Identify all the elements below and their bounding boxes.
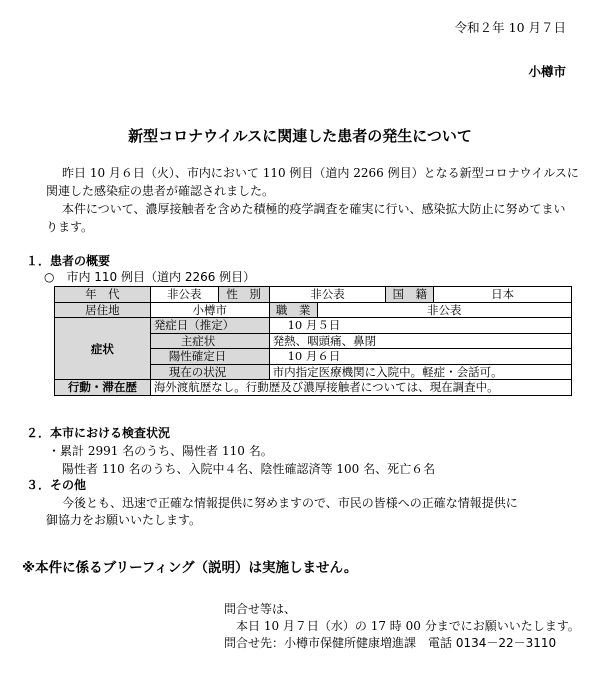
case-label: ○ 市内 110 例目（道内 2266 例目） xyxy=(44,270,256,284)
contact-intro: 問合せ等は、 xyxy=(224,602,297,616)
table-row xyxy=(55,287,572,303)
briefing-notice: ※本件に係るブリーフィング（説明）は実施しません。 xyxy=(22,560,358,576)
age-label: 年 代 xyxy=(55,287,151,303)
travel-label: 行動・滞在歴 xyxy=(55,380,151,396)
onset-value: 10 月５日 xyxy=(269,318,571,334)
main-symptom-label: 主症状 xyxy=(150,333,269,349)
issue-date: 令和２年 10 月７日 xyxy=(454,20,566,35)
onset-label: 発症日（推定） xyxy=(150,318,269,334)
section3-line-1: 今後とも、迅速で正確な情報提供に努めますので、市民の皆様への正確な情報提供に xyxy=(62,496,518,510)
residence-value: 小樽市 xyxy=(150,302,269,318)
age-value: 非公表 xyxy=(150,287,218,303)
travel-value: 海外渡航歴なし。行動歴及び濃厚接触者については、現在調査中。 xyxy=(150,380,571,396)
page-title: 新型コロナウイルスに関連した患者の発生について xyxy=(128,127,472,145)
intro-line-4: ります。 xyxy=(46,220,94,234)
contact-deadline: 本日 10 月７日（水）の 17 時 00 分までにお願いいたします。 xyxy=(236,619,580,633)
nationality-label: 国 籍 xyxy=(386,287,434,303)
intro-line-1: 昨日 10 月６日（火）、市内において 110 例目（道内 2266 例目）となる新型コロナウイルスに xyxy=(62,166,579,180)
contact-department: 問合せ先：小樽市保健所健康増進課 電話 0134－22－3110 xyxy=(224,636,557,650)
positive-date-label: 陽性確定日 xyxy=(150,349,269,365)
occupation-label: 職 業 xyxy=(269,302,317,318)
main-symptom-value: 発熱、咽頭痛、鼻閉 xyxy=(269,333,571,349)
status-value: 市内指定医療機関に入院中。軽症・会話可。 xyxy=(269,364,571,380)
table-row xyxy=(55,380,572,396)
section2-line-2: 陽性者 110 名のうち、入院中４名、陰性確認済等 100 名、死亡６名 xyxy=(62,462,436,476)
table-row xyxy=(55,318,572,334)
sex-value: 非公表 xyxy=(269,287,386,303)
patient-table xyxy=(54,286,572,396)
status-label: 現在の状況 xyxy=(150,364,269,380)
occupation-value: 非公表 xyxy=(317,302,571,318)
section1-heading: １．患者の概要 xyxy=(26,254,111,268)
section3-heading: ３．その他 xyxy=(26,478,87,492)
residence-label: 居住地 xyxy=(55,302,151,318)
positive-date-value: 10 月６日 xyxy=(269,349,571,365)
table-row xyxy=(55,302,572,318)
section2-heading: ２．本市における検査状況 xyxy=(26,426,171,440)
intro-line-2: 関連した感染症の患者が確認されました。 xyxy=(46,184,275,198)
intro-line-3: 本件について、濃厚接触者を含めた積極的疫学調査を確実に行い、感染拡大防止に努めてまい xyxy=(62,202,566,216)
section2-line-1: ・累計 2991 名のうち、陽性者 110 名。 xyxy=(48,444,273,458)
sex-label: 性 別 xyxy=(218,287,269,303)
symptoms-label: 症状 xyxy=(55,318,151,380)
issuer-name: 小樽市 xyxy=(528,64,566,79)
nationality-value: 日本 xyxy=(434,287,572,303)
section3-line-2: 御協力をお願いいたします。 xyxy=(46,513,202,527)
